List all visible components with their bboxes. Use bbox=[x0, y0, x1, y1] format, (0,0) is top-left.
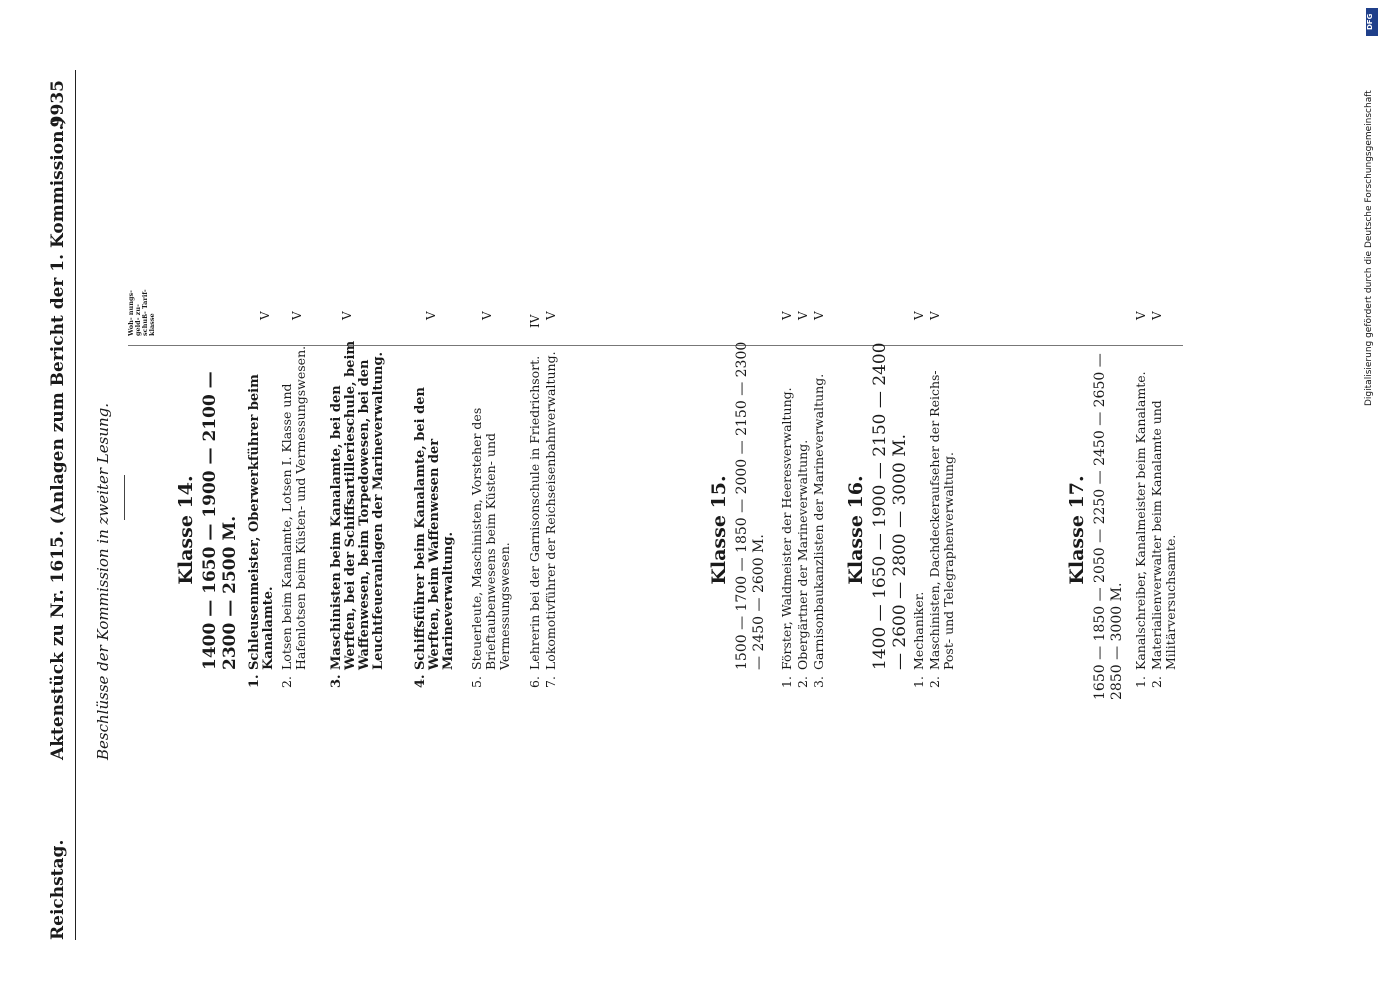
class-14-mark-6: IV bbox=[528, 314, 542, 328]
class-15-item-2: 2. Obergärtner der Marineverwaltung. bbox=[795, 439, 810, 688]
class-17-mark-2: V bbox=[1150, 311, 1164, 320]
running-head-left: Reichstag. bbox=[48, 839, 68, 940]
class-14-item-2: 2. Lotsen beim Kanalamte, Lotsen I. Klasse und Hafenlotsen beim Küsten- und Vermessungswesen. bbox=[279, 345, 308, 688]
class-15-item-3: 3. Garnisonbaukanzlisten der Marineverwaltung. bbox=[811, 373, 826, 688]
class-17-salary: 1650 — 1850 — 2050 — 2250 — 2450 — 2650 — 2850 — 3000 M. bbox=[1092, 353, 1125, 700]
class-14-item-5: 5. Steuerleute, Maschinisten, Vorsteher des Brieftaubenwesens beim Küsten- und Vermessungswesen. bbox=[469, 407, 512, 688]
class-14-item-7: 7. Lokomotivführer der Reichseisenbahnverwaltung. bbox=[543, 351, 558, 688]
class-14-item-1: 1. Schleusenmeister, Oberwerkführer beim Kanalamte. bbox=[247, 374, 276, 688]
class-14-title: Klasse 14. bbox=[175, 475, 197, 585]
dfg-logo: DFG bbox=[1366, 8, 1378, 36]
class-17-mark-1: V bbox=[1134, 311, 1148, 320]
header-rule bbox=[75, 70, 76, 940]
column-header: Woh- nungs- geld- zu- schuß- Tarif- klasse bbox=[127, 289, 156, 336]
class-16-mark-2: V bbox=[928, 311, 942, 320]
class-16-item-2: 2. Maschinisten, Dachdeckeraufseher der Reichs-Post- und Telegraphenverwaltung. bbox=[927, 370, 956, 688]
class-15-item-1: 1. Förster, Waldmeister der Heeresverwaltung. bbox=[779, 387, 794, 688]
class-16-title: Klasse 16. bbox=[845, 475, 867, 585]
class-15-mark-2: V bbox=[796, 311, 810, 320]
running-head-center: Aktenstück zu Nr. 1615. (Anlagen zum Bericht der 1. Kommission.) bbox=[48, 116, 68, 760]
subheading: Beschlüsse der Kommission in zweiter Lesung. bbox=[94, 402, 112, 760]
class-14-mark-7: V bbox=[544, 311, 558, 320]
class-14-item-6: 6. Lehrerin bei der Garnisonschule in Friedrichsort. bbox=[527, 355, 542, 688]
page-number: 9935 bbox=[48, 80, 68, 128]
class-16-mark-1: V bbox=[912, 311, 926, 320]
class-14-mark-3: V bbox=[340, 311, 354, 320]
dfg-credit bbox=[1364, 8, 1383, 406]
class-14-mark-5: V bbox=[480, 311, 494, 320]
class-17-item-2: 2. Materialienverwalter beim Kanalamte und Militärversuchsamte. bbox=[1149, 400, 1178, 688]
class-14-mark-1: V bbox=[258, 311, 272, 320]
digitization-credit: Digitalisierung gefördert durch die Deutsche Forschungsgemeinschaft bbox=[1364, 90, 1374, 406]
class-15-title: Klasse 15. bbox=[708, 475, 730, 585]
class-14-item-3: 3. Maschinisten beim Kanalamte, bei den Werften, bei der Schiffsartillerieschule, beim Waffenwesen, beim Torpedowesen, bei den Leuchtfeueranlagen der Marineverwaltung. bbox=[329, 340, 386, 688]
class-14-salary: 1400 — 1650 — 1900 — 2100 — 2300 — 2500 M. bbox=[200, 371, 240, 670]
class-16-salary: 1400 — 1650 — 1900 — 2150 — 2400 — 2600 — 2800 — 3000 M. bbox=[870, 342, 910, 670]
class-15-mark-1: V bbox=[780, 311, 794, 320]
class-15-salary: 1500 — 1700 — 1850 — 2000 — 2150 — 2300 — 2450 — 2600 M. bbox=[734, 341, 767, 670]
class-15-mark-3: V bbox=[812, 311, 826, 320]
running-head bbox=[44, 80, 78, 940]
class-14-mark-4: V bbox=[424, 311, 438, 320]
class-17-item-1: 1. Kanalschreiber, Kanalmeister beim Kanalamte. bbox=[1133, 371, 1148, 688]
class-16-item-1: 1. Mechaniker. bbox=[911, 591, 926, 688]
short-rule bbox=[124, 475, 125, 520]
class-14-item-4: 4. Schiffsführer beim Kanalamte, bei den Werften, beim Waffenwesen der Marineverwaltung. bbox=[413, 387, 456, 688]
class-17-title: Klasse 17. bbox=[1066, 475, 1088, 585]
class-14-mark-2: V bbox=[290, 311, 304, 320]
